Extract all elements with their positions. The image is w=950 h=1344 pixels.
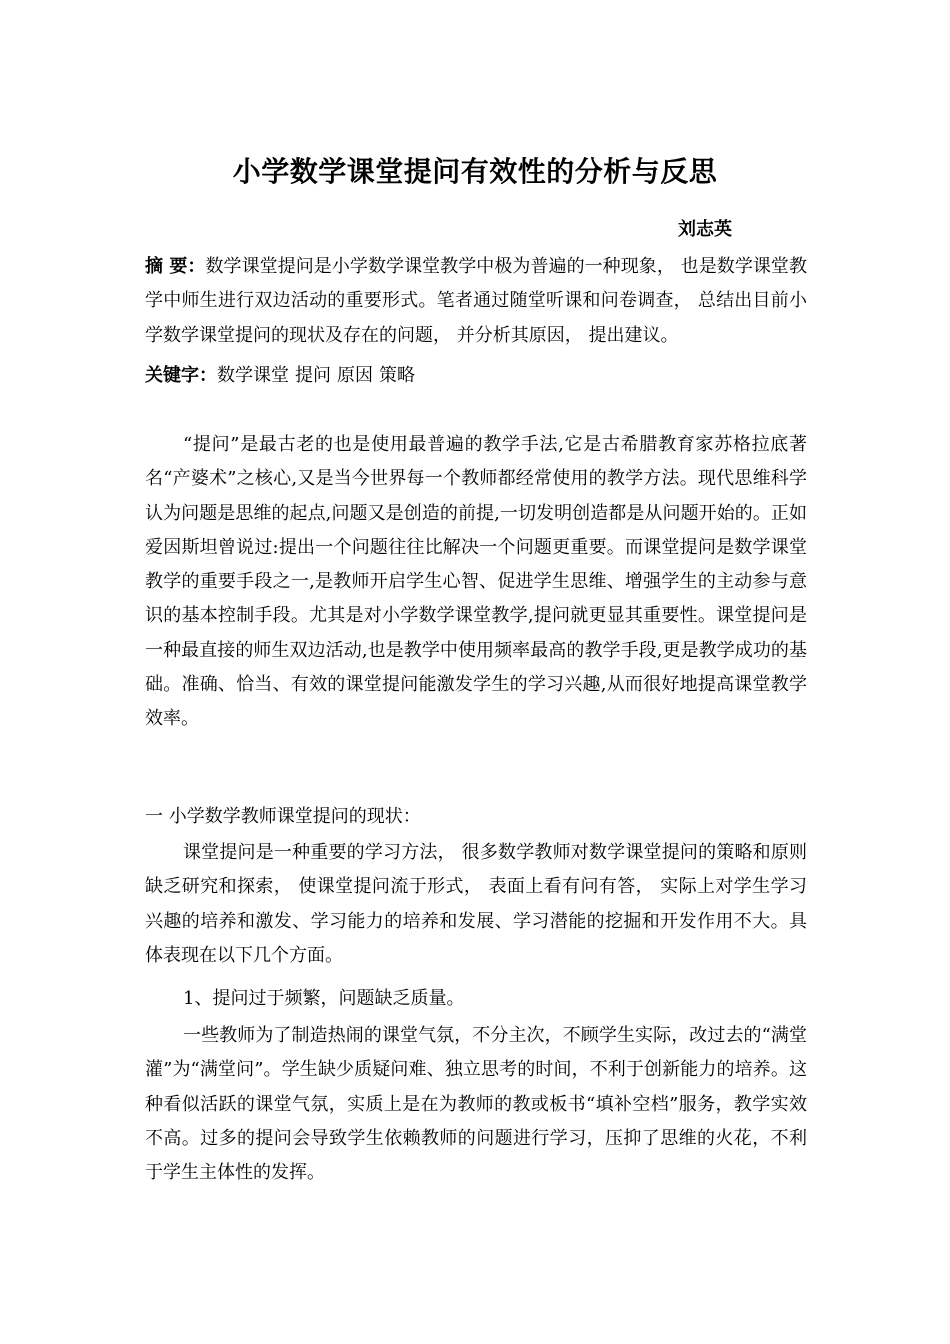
intro-paragraph: “提问”是最古老的也是使用最普遍的教学手法,它是古希腊教育家苏格拉底著名“产婆术”之核心,又是当今世界每一个教师都经常使用的教学方法。现代思维科学认为问题是思维的起点,问题又是创造的前提,一切发明创造都是从问题开始的。正如爱因斯坦曾说过:提出一个问题往往比解决一个问题更重要。而课堂提问是数学课堂教学的重要手段之一,是教师开启学生心智、促进学生思维、增强学生的主动参与意识的基本控制手段。尤其是对小学数学课堂教学,提问就更显其重要性。课堂提问是一种最直接的师生双边活动,也是教学中使用频率最高的教学手段,更是教学成功的基础。准确、恰当、有效的课堂提问能激发学生的学习兴趣,从而很好地提高课堂教学效率。 — [145, 434, 807, 730]
keywords-label: 关键字： — [145, 365, 217, 386]
keyword-term: 原因 — [337, 365, 373, 386]
document-title: 小学数学课堂提问有效性的分析与反思 — [232, 155, 718, 188]
keyword-term: 提问 — [295, 365, 331, 386]
section-heading: 一 小学数学教师课堂提问的现状： — [145, 806, 421, 827]
keyword-term: 策略 — [379, 365, 415, 386]
keywords — [145, 359, 807, 393]
section-paragraph: 课堂提问是一种重要的学习方法， 很多数学教师对数学课堂提问的策略和原则缺乏研究和探索， 使课堂提问流于形式， 表面上看有问有答， 实际上对学生学习兴趣的培养和激发、学习能力的培养和发展、学习潜能的挖掘和开发作用不大。具体表现在以下几个方面。 — [145, 842, 807, 966]
abstract-text: 数学课堂提问是小学数学课堂教学中极为普遍的一种现象， 也是数学课堂教学中师生进行双边活动的重要形式。笔者通过随堂听课和问卷调查， 总结出目前小学数学课堂提问的现状及存在的问题， 并分析其原因， 提出建议。 — [145, 256, 807, 346]
keyword-term: 数学课堂 — [217, 365, 289, 386]
subsection-heading: 1、提问过于频繁，问题缺乏质量。 — [183, 988, 465, 1009]
subsection-paragraph: 一些教师为了制造热闹的课堂气氛，不分主次，不顾学生实际，改过去的“满堂灌”为“满堂问”。学生缺少质疑问难、独立思考的时间，不利于创新能力的培养。这种看似活跃的课堂气氛，实质上是在为教师的教或板书“填补空档”服务，教学实效不高。过多的提问会导致学生依赖教师的问题进行学习，压抑了思维的火花，不利于学生主体性的发挥。 — [145, 1025, 807, 1184]
author-name: 刘志英 — [678, 219, 732, 240]
abstract-label: 摘 要： — [145, 256, 206, 277]
abstract — [145, 250, 807, 353]
